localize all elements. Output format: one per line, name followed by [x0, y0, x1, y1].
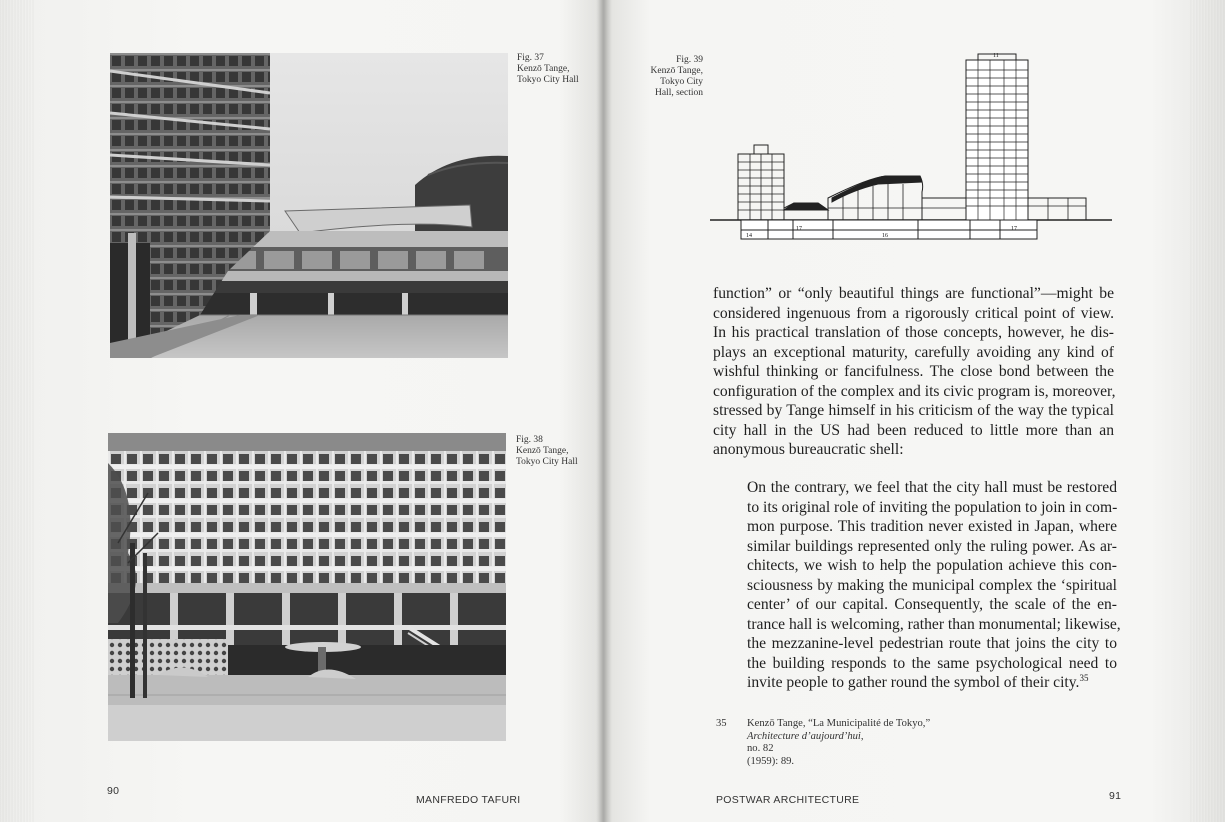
caption-line: Fig. 38	[516, 435, 543, 445]
section-label: 16	[882, 233, 888, 239]
section-label: 17	[796, 226, 802, 232]
caption-line: Tokyo City Hall	[516, 457, 578, 467]
quote-line-final	[747, 673, 1117, 693]
right-page-edges	[1189, 0, 1225, 822]
figure-38-caption	[516, 435, 578, 468]
text-line: configuration of the complex and its civic program is, moreover,	[713, 382, 1116, 400]
text-line: function” or “only beautiful things are functional”—might be	[713, 285, 1114, 302]
quote-line: the mezzanine-level pedestrian route that joins the city to	[747, 635, 1117, 652]
footnote-number: 35	[716, 718, 727, 729]
text-line: wishful thinking or fancifulness. The close bond between the	[713, 363, 1114, 380]
quote-line: On the contrary, we feel that the city hall must be restored	[747, 479, 1117, 496]
block-quote	[747, 478, 1121, 693]
text-line: plays an exceptional maturity, carefully avoiding any kind of	[713, 343, 1114, 361]
right-running-footer: POSTWAR ARCHITECTURE	[716, 794, 860, 806]
caption-line: Tokyo City Hall	[517, 75, 579, 85]
figure-37-caption	[517, 53, 579, 86]
quote-line: the building responds to the same psychological need to	[747, 654, 1117, 672]
text-line: stressed by Tange himself in his criticism of the way the typical	[713, 402, 1114, 419]
book-gutter	[596, 0, 612, 822]
caption-line: Kenzō Tange,	[516, 446, 569, 456]
left-running-footer: MANFREDO TAFURI	[416, 794, 521, 806]
photo-tokyo-city-hall-facade	[108, 433, 506, 741]
caption-line: Tokyo City	[660, 77, 703, 87]
footnote-issue: no. 82	[747, 743, 774, 754]
caption-line: Fig. 39	[676, 55, 703, 65]
text-line: considered ingenuous from a rigorously critical point of view.	[713, 304, 1114, 322]
caption-line: Hall, section	[654, 88, 703, 98]
text-line: anonymous bureaucratic shell:	[713, 441, 904, 458]
footnote-author: Kenzō Tange, “La Municipalité de Tokyo,”	[747, 718, 931, 729]
caption-line: Kenzō Tange,	[517, 64, 570, 74]
section-label: 17	[1011, 226, 1017, 232]
caption-line: Fig. 37	[517, 53, 544, 63]
figure-39-caption	[651, 55, 703, 99]
section-drawing	[708, 50, 1114, 246]
photo-tokyo-city-hall-courtyard	[110, 53, 508, 358]
left-page-number: 90	[107, 785, 120, 797]
section-label: 14	[746, 233, 752, 239]
quote-line: mon purpose. This tradition never existed in Japan, where	[747, 518, 1117, 535]
quote-line: sciousness by making the municipal complex the ‘spiritual	[747, 576, 1117, 594]
caption-line: Kenzō Tange,	[650, 66, 703, 76]
left-page-edges	[0, 0, 34, 822]
footnote-reference[interactable]: 35	[1079, 672, 1089, 683]
text-line: city hall in the US had been reduced to little more than an	[713, 421, 1114, 439]
quote-line: similar buildings represented only the ruling power. As ar-	[747, 537, 1117, 555]
quote-line: chitects, we wish to help the population achieve this con-	[747, 557, 1117, 574]
right-page-number: 91	[1109, 790, 1122, 802]
footnote-text	[747, 718, 1117, 768]
quote-line: center’ of our capital. Consequently, the scale of the en-	[747, 596, 1117, 613]
text-line: In his practical translation of those concepts, however, he dis-	[713, 324, 1114, 341]
footnote-year: (1959): 89.	[747, 755, 795, 767]
body-paragraph	[713, 284, 1114, 460]
footnote-journal: Architecture d’aujourd’hui,	[747, 730, 864, 742]
section-label: 11	[993, 53, 999, 59]
quote-line: trance hall is welcoming, rather than monumental; likewise,	[747, 615, 1121, 633]
quote-line: to its original role of inviting the population to join in com-	[747, 498, 1118, 516]
footnote-line	[747, 718, 1117, 756]
quote-last-text: invite people to gather round the symbol of their city.	[747, 674, 1080, 691]
